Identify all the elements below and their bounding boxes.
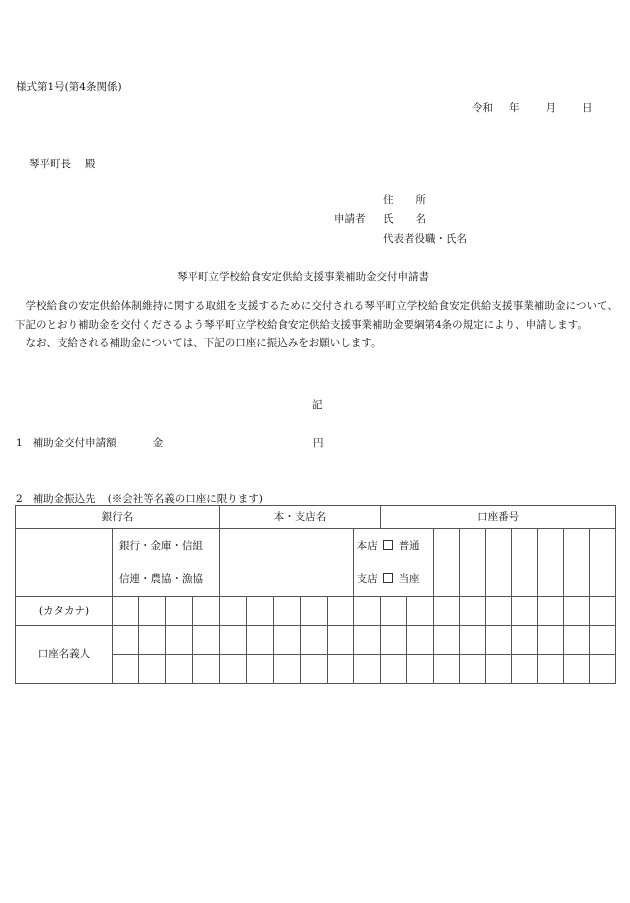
holder-cell[interactable] bbox=[247, 655, 274, 684]
holder-cell[interactable] bbox=[512, 626, 538, 655]
holder-cell[interactable] bbox=[407, 626, 434, 655]
holder-cell[interactable] bbox=[220, 655, 247, 684]
holder-cell[interactable] bbox=[328, 655, 354, 684]
head-office-label: 本店 bbox=[354, 529, 381, 563]
kana-cell[interactable] bbox=[274, 597, 301, 626]
holder-cell[interactable] bbox=[139, 655, 166, 684]
header-bank-name: 銀行名 bbox=[16, 506, 220, 529]
holder-cell[interactable] bbox=[538, 655, 564, 684]
katakana-label: (カタカナ) bbox=[16, 597, 113, 626]
kana-cell[interactable] bbox=[434, 597, 460, 626]
holder-cell[interactable] bbox=[434, 626, 460, 655]
kana-cell[interactable] bbox=[590, 597, 616, 626]
account-digit-7[interactable] bbox=[590, 529, 616, 597]
branch-office-label: 支店 bbox=[354, 563, 381, 597]
kana-cell[interactable] bbox=[381, 597, 407, 626]
document-title: 琴平町立学校給食安定供給支援事業補助金交付申請書 bbox=[177, 271, 429, 283]
holder-cell[interactable] bbox=[301, 655, 328, 684]
holder-cell[interactable] bbox=[407, 655, 434, 684]
header-branch-name: 本・支店名 bbox=[220, 506, 381, 529]
item1-number: 1 bbox=[16, 437, 23, 449]
kana-cell[interactable] bbox=[354, 597, 381, 626]
holder-cell[interactable] bbox=[590, 655, 616, 684]
kana-cell[interactable] bbox=[247, 597, 274, 626]
kana-cell[interactable] bbox=[301, 597, 328, 626]
ordinary-option[interactable]: 普通 bbox=[381, 529, 434, 563]
applicant-name-label: 氏 名 bbox=[383, 213, 426, 225]
holder-cell[interactable] bbox=[274, 655, 301, 684]
item1-kin: 金 bbox=[152, 437, 164, 449]
kana-cell[interactable] bbox=[193, 597, 220, 626]
bank-name-input[interactable] bbox=[16, 529, 113, 597]
item2-note: (※会社等名義の口座に限ります) bbox=[107, 493, 263, 505]
addressee bbox=[29, 157, 96, 171]
date-era: 令和 bbox=[472, 102, 493, 114]
bank-type-row2: 信連・農協・漁協 bbox=[113, 563, 220, 597]
kana-cell[interactable] bbox=[220, 597, 247, 626]
holder-cell[interactable] bbox=[486, 655, 512, 684]
account-digit-6[interactable] bbox=[564, 529, 590, 597]
kana-cell[interactable] bbox=[407, 597, 434, 626]
holder-cell[interactable] bbox=[328, 626, 354, 655]
holder-cell[interactable] bbox=[512, 655, 538, 684]
holder-cell[interactable] bbox=[460, 626, 486, 655]
holder-cell[interactable] bbox=[274, 626, 301, 655]
addressee-name: 琴平町長 bbox=[29, 158, 71, 170]
date-day: 日 bbox=[582, 102, 593, 114]
kana-cell[interactable] bbox=[512, 597, 538, 626]
branch-name-input[interactable] bbox=[220, 529, 354, 597]
date-month: 月 bbox=[545, 102, 556, 114]
holder-cell[interactable] bbox=[538, 626, 564, 655]
account-digit-1[interactable] bbox=[434, 529, 460, 597]
holder-cell[interactable] bbox=[381, 655, 407, 684]
account-digit-5[interactable] bbox=[538, 529, 564, 597]
item2-label: 補助金振込先 bbox=[32, 493, 96, 505]
account-digit-2[interactable] bbox=[460, 529, 486, 597]
body-text bbox=[15, 297, 618, 353]
current-option[interactable]: 当座 bbox=[381, 563, 434, 597]
item2-number: 2 bbox=[16, 493, 23, 505]
bank-account-table bbox=[15, 505, 616, 684]
holder-cell[interactable] bbox=[193, 655, 220, 684]
bank-type-row1: 銀行・金庫・信組 bbox=[113, 529, 220, 563]
body-paragraph-2: なお、支給される補助金については、下記の口座に振込みをお願いします。 bbox=[25, 337, 382, 349]
kana-cell[interactable] bbox=[328, 597, 354, 626]
holder-cell[interactable] bbox=[434, 655, 460, 684]
holder-cell[interactable] bbox=[354, 655, 381, 684]
applicant-address-label: 住 所 bbox=[383, 194, 426, 206]
kana-cell[interactable] bbox=[113, 597, 139, 626]
kana-cell[interactable] bbox=[166, 597, 193, 626]
holder-cell[interactable] bbox=[166, 626, 193, 655]
holder-cell[interactable] bbox=[193, 626, 220, 655]
ki-heading: 記 bbox=[312, 399, 323, 411]
kana-cell[interactable] bbox=[139, 597, 166, 626]
applicant-label: 申請者 bbox=[334, 213, 366, 225]
form-code: 様式第1号(第4条関係) bbox=[16, 81, 122, 93]
applicant-representative-label: 代表者役職・氏名 bbox=[383, 233, 467, 245]
holder-cell[interactable] bbox=[220, 626, 247, 655]
item1-line bbox=[16, 436, 163, 450]
kana-cell[interactable] bbox=[486, 597, 512, 626]
item1-yen: 円 bbox=[313, 437, 324, 449]
holder-cell[interactable] bbox=[460, 655, 486, 684]
account-digit-4[interactable] bbox=[512, 529, 538, 597]
body-paragraph-1: 学校給食の安定供給体制維持に関する取組を支援するために交付される琴平町立学校給食安定供給支援事業補助金について、下記のとおり補助金を交付くださるよう琴平町立学校給食安定供給支援事業補助金要綱第4条の規定により、申請します。 bbox=[15, 300, 618, 331]
item1-label: 補助金交付申請額 bbox=[32, 437, 117, 449]
holder-cell[interactable] bbox=[381, 626, 407, 655]
holder-cell[interactable] bbox=[113, 655, 139, 684]
kana-cell[interactable] bbox=[538, 597, 564, 626]
date-year: 年 bbox=[509, 102, 520, 114]
holder-cell[interactable] bbox=[564, 655, 590, 684]
holder-cell[interactable] bbox=[590, 626, 616, 655]
holder-cell[interactable] bbox=[301, 626, 328, 655]
holder-cell[interactable] bbox=[564, 626, 590, 655]
date-line bbox=[472, 101, 593, 115]
ordinary-checkbox[interactable] bbox=[383, 540, 393, 550]
account-digit-3[interactable] bbox=[486, 529, 512, 597]
header-account-number: 口座番号 bbox=[381, 506, 616, 529]
holder-cell[interactable] bbox=[486, 626, 512, 655]
current-checkbox[interactable] bbox=[383, 573, 393, 583]
holder-cell[interactable] bbox=[247, 626, 274, 655]
account-holder-label: 口座名義人 bbox=[16, 626, 113, 684]
holder-cell[interactable] bbox=[113, 626, 139, 655]
holder-cell[interactable] bbox=[139, 626, 166, 655]
holder-cell[interactable] bbox=[354, 626, 381, 655]
kana-cell[interactable] bbox=[564, 597, 590, 626]
kana-cell[interactable] bbox=[460, 597, 486, 626]
holder-cell[interactable] bbox=[166, 655, 193, 684]
addressee-honorific: 殿 bbox=[85, 158, 96, 170]
